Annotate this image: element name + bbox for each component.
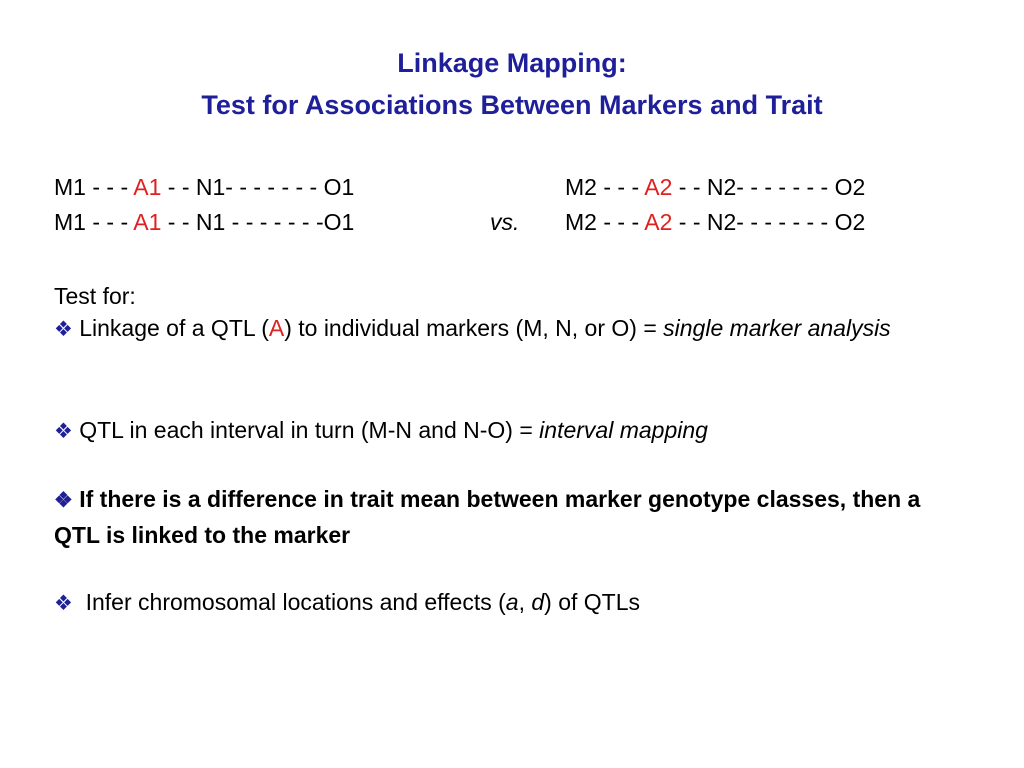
bullet-item-4 xyxy=(54,585,934,621)
slide-title xyxy=(0,42,1024,126)
right-genotype-row-2 xyxy=(565,206,865,238)
title-line-2: Test for Associations Between Markers and Trait xyxy=(201,90,823,120)
qtl-allele-label: A xyxy=(268,315,285,341)
right-genotype-row-1 xyxy=(565,171,865,203)
marker-text: - - N2- - - - - - - O2 xyxy=(672,174,866,200)
marker-text: M2 - - - xyxy=(565,209,645,235)
versus-label: vs. xyxy=(490,209,520,235)
item-text: Linkage of a QTL ( xyxy=(79,315,269,341)
bullet-item-2 xyxy=(54,413,934,449)
allele-label: A2 xyxy=(644,209,673,235)
item-text: ) of QTLs xyxy=(544,589,641,615)
allele-label: A2 xyxy=(644,174,673,200)
test-for-label: Test for: xyxy=(54,283,136,309)
method-name: interval mapping xyxy=(539,417,708,443)
item-text: Infer chromosomal locations and effects ( xyxy=(85,589,506,615)
left-genotype-row-2 xyxy=(54,206,354,238)
allele-label: A1 xyxy=(133,174,162,200)
title-line-1: Linkage Mapping: xyxy=(397,48,627,78)
diamond-bullet-icon: ❖ xyxy=(54,420,73,443)
item-text: QTL in each interval in turn (M-N and N-O) = xyxy=(79,417,540,443)
marker-text: M1 - - - xyxy=(54,174,134,200)
effect-a-label: a xyxy=(505,589,519,615)
effect-d-label: d xyxy=(531,589,545,615)
bullet-item-3 xyxy=(54,482,934,552)
diamond-bullet-icon: ❖ xyxy=(54,592,73,615)
item-text: ) to individual markers (M, N, or O) = xyxy=(284,315,664,341)
left-genotype-row-1 xyxy=(54,171,354,203)
marker-text: M2 - - - xyxy=(565,174,645,200)
diamond-bullet-icon: ❖ xyxy=(54,489,73,512)
method-name: single marker analysis xyxy=(663,315,891,341)
allele-label: A1 xyxy=(133,209,162,235)
marker-text: M1 - - - xyxy=(54,209,134,235)
marker-text: - - N1- - - - - - - O1 xyxy=(161,174,355,200)
bullet-item-1 xyxy=(54,311,934,347)
marker-text: - - N2- - - - - - - O2 xyxy=(672,209,866,235)
item-text: If there is a difference in trait mean between marker genotype classes, then a QTL is linked to the marker xyxy=(54,486,921,548)
item-text: , xyxy=(518,589,532,615)
marker-text: - - N1 - - - - - - -O1 xyxy=(161,209,355,235)
diamond-bullet-icon: ❖ xyxy=(54,318,73,341)
